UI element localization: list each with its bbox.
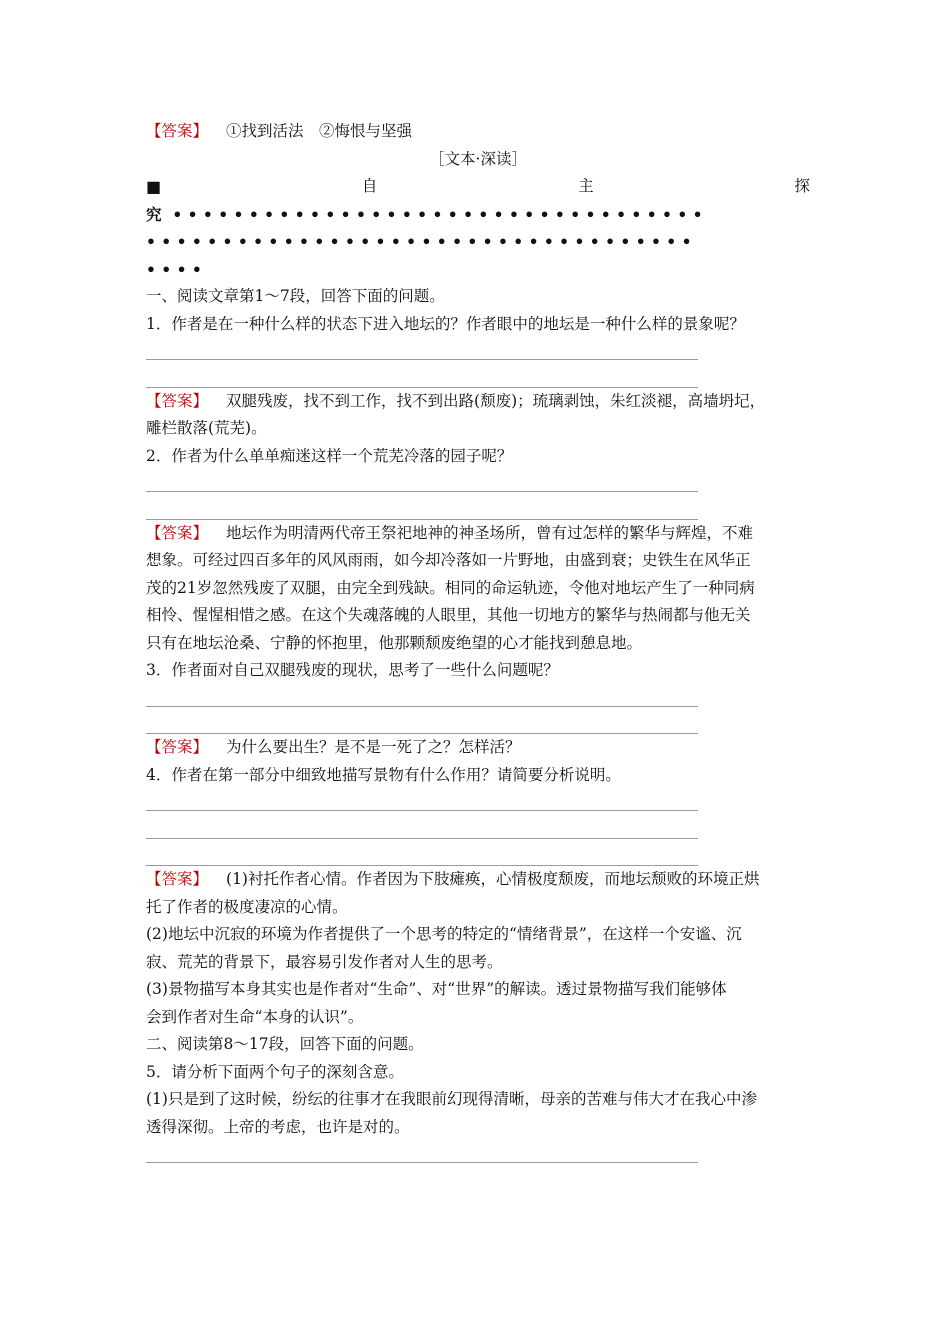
answer-blank-line (146, 492, 698, 520)
answer-tag: 【答案】 (146, 391, 209, 410)
answer-1-line (146, 388, 810, 416)
dot-leader-2: • • • • • • • • • • • • • • • • • • • • • • • • • • • • • • • • • • • • (146, 232, 692, 251)
question-5-sub-1: (1)只是到了这时候，纷纭的往事才在我眼前幻现得清晰，母亲的苦难与伟大才在我心中渗 (146, 1090, 757, 1108)
zizhu-char-4: 究 (146, 204, 162, 224)
answer-4-text-cont: 托了作者的极度凄凉的心情。 (146, 897, 348, 916)
question-3: 3．作者面对自己双腿残废的现状，思考了一些什么问题呢？ (146, 661, 559, 679)
answer-blank-line (146, 789, 698, 811)
dot-leader-3: • • • • (146, 259, 202, 279)
zizhu-heading (146, 173, 810, 201)
answer-blank-line (146, 338, 698, 360)
answer-3-text: 为什么要出生？是不是一死了之？怎样活？ (226, 738, 521, 756)
question-5-sub-1-cont: 透得深彻。上帝的考虑，也许是对的。 (146, 1117, 410, 1136)
section-title: ［文本·深读］ (429, 149, 527, 168)
answer-tag: 【答案】 (146, 738, 209, 756)
intro-answer-text: ①找到活法 ②悔恨与坚强 (226, 122, 413, 140)
answer-tag: 【答案】 (146, 870, 209, 888)
part1-heading: 一、阅读文章第1～7段，回答下面的问题。 (146, 287, 445, 305)
part2-heading: 二、阅读第8～17段，回答下面的问题。 (146, 1035, 424, 1053)
zizhu-char-2: 主 (578, 177, 594, 195)
answer-4-text-cont: 寂、荒芜的背景下，最容易引发作者对人生的思考。 (146, 952, 503, 971)
answer-blank-line (146, 1141, 698, 1163)
dots-row-1 (146, 201, 810, 229)
answer-2-text-cont: 茂的21岁忽然残废了双腿，由完全到残缺。相同的命运轨迹，令他对地坛产生了一种同病 (146, 578, 755, 597)
answer-4-text-cont: 会到作者对生命“本身的认识”。 (146, 1007, 364, 1026)
answer-2-text-cont: 想象。可经过四百多年的风风雨雨，如今却冷落如一片野地，由盛到衰；史铁生在风华正 (146, 551, 751, 569)
answer-blank-line (146, 360, 698, 388)
answer-1-text-cont: 雕栏散落(荒芜)。 (146, 419, 267, 437)
square-bullet-icon: ■ (146, 177, 162, 196)
answer-1-text: 双腿残废，找不到工作，找不到出路(颓废)；琉璃剥蚀，朱红淡褪，高墙坍圮， (226, 391, 766, 410)
answer-4-text: (1)衬托作者心情。作者因为下肢瘫痪，心情极度颓废，而地坛颓败的环境正烘 (226, 870, 760, 888)
zizhu-char-3: 探 (794, 177, 810, 195)
answer-2-text: 地坛作为明清两代帝王祭祀地神的神圣场所，曾有过怎样的繁华与辉煌，不难 (226, 523, 754, 542)
answer-3-line (146, 734, 810, 762)
answer-2-text-cont: 相怜、惺惺相惜之感。在这个失魂落魄的人眼里，其他一切地方的繁华与热闹都与他无关 (146, 606, 751, 624)
zizhu-char-1: 自 (361, 177, 378, 195)
question-2: 2．作者为什么单单痴迷这样一个荒芜冷落的园子呢？ (146, 446, 513, 465)
question-5: 5．请分析下面两个句子的深刻含意。 (146, 1062, 404, 1081)
answer-2-text-cont: 只有在地坛沧桑、宁静的怀抱里，他那颗颓废绝望的心才能找到憩息地。 (146, 633, 643, 652)
answer-blank-line (146, 707, 698, 735)
answer-blank-line (146, 470, 698, 492)
answer-tag: 【答案】 (146, 523, 209, 542)
answer-blank-line (146, 839, 698, 867)
answer-blank-line (146, 685, 698, 707)
question-1: 1．作者是在一种什么样的状态下进入地坛的？作者眼中的地坛是一种什么样的景象呢？ (146, 314, 745, 333)
answer-4-text-cont: (2)地坛中沉寂的环境为作者提供了一个思考的特定的“情绪背景”，在这样一个安谧、沉 (146, 925, 742, 943)
question-4: 4．作者在第一部分中细致地描写景物有什么作用？请简要分析说明。 (146, 765, 621, 784)
answer-4-line (146, 866, 810, 894)
answer-4-text-cont: (3)景物描写本身其实也是作者对“生命”、对“世界”的解读。透过景物描写我们能够体 (146, 980, 727, 998)
intro-answer-line (146, 118, 810, 146)
answer-tag: 【答案】 (146, 122, 209, 140)
document-page (146, 118, 810, 1163)
answer-2-line (146, 520, 810, 548)
dot-leader-1: • • • • • • • • • • • • • • • • • • • • • • • • • • • • • • • • • • • (172, 204, 703, 224)
answer-blank-line (146, 811, 698, 839)
